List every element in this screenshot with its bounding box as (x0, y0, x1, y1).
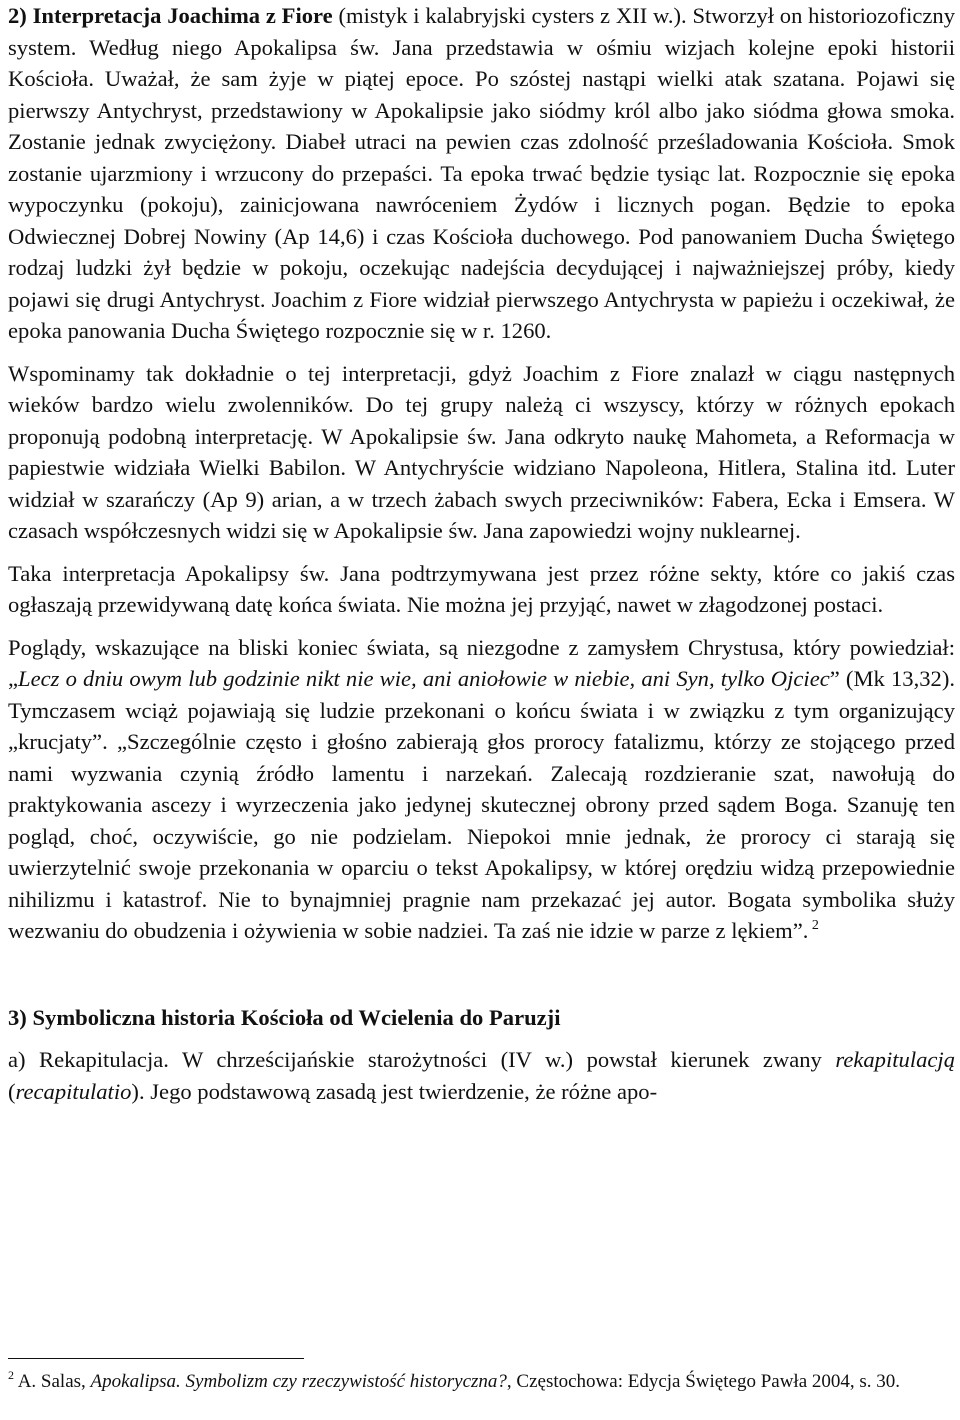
section-2-paragraph-1 (8, 0, 955, 347)
footnote-book-title: Apokalipsa. Symbolizm czy rzeczywistość historyczna? (90, 1371, 507, 1392)
paragraph-4-rest: ” (Mk 13,32). Tymczasem wciąż pojawiają się ludzie przekonani o końcu świata i w związku z tym organizujący „krucjaty”. „Szczególnie często i głośno zabierają głos prorocy fatalizmu, którzy ze stojącego przed nami wyzwania czynią źródło lamentu i narzekań. Zalecają rozdzieranie szat, nawołują do praktykowania ascezy i wyrzeczenia jako jedynej skutecznej obrony przed sądem Boga. Szanuję ten pogląd, choć, oczywiście, go nie podzielam. Niepokoi mnie jednak, że prorocy ci starają się uwierzytelnić swoje przekonania w oparciu o tekst Apokalipsy, w której orędziu widzą przepowiednie nihilizmu i katastrof. Nie to bynajmniej pragnie nam przekazać jej autor. Bogata symbolika służy wezwaniu do obudzenia i ożywienia w sobie nadziei. Ta zaś nie idzie w parze z lękiem”. (8, 666, 955, 943)
footnote-separator (8, 1358, 304, 1359)
section-2-paragraph-2: Wspominamy tak dokładnie o tej interpretacji, gdyż Joachim z Fiore znalazł w ciągu następnych wieków bardzo wielu zwolenników. Do tej grupy należą ci wszyscy, którzy w różnych epokach proponują podobną interpretację. W Apokalipsie św. Jana odkryto naukę Mahometa, a Reformacja w papiestwie widziała Wielki Babilon. W Antychryście widziano Napoleona, Hitlera, Stalina itd. Luter widział w szarańczy (Ap 9) arian, a w trzech żabach swych przeciwników: Fabera, Ecka i Emsera. W czasach współczesnych widzi się w Apokalipsie św. Jana zapowiedzi wojny nuklearnej. (8, 360, 955, 543)
section-2-paragraph-3: Taka interpretacja Apokalipsy św. Jana podtrzymywana jest przez różne sekty, które co jakiś czas ogłaszają przewidywaną datę końca świata. Nie można jej przyjąć, nawet w złagodzonej postaci. (8, 560, 955, 617)
footnote-publisher: , Częstochowa: Edycja Świętego Pawła 2004, s. 30. (506, 1371, 901, 1392)
section-2-heading: 2) Interpretacja Joachima z Fiore (8, 3, 333, 28)
document-page (8, 0, 955, 1107)
paragraph-4-start: Poglądy, wskazujące na bliski koniec świata, są niezgodne z zamysłem Chrystusa, który powiedział: „ (8, 634, 955, 691)
gospel-quote: Lecz o dniu owym lub godzinie nikt nie wie, ani aniołowie w niebie, ani Syn, tylko Ojciec (18, 666, 830, 691)
section-3-heading: 3) Symboliczna historia Kościoła od Wcielenia do Paruzji (8, 1004, 561, 1030)
term-recapitulatio: recapitulatio (15, 1078, 132, 1104)
term-rekapitulacja: rekapitulacją (835, 1047, 955, 1072)
section-3-paragraph-1: a) Rekapitulacja. W chrześcijańskie starożytności (IV w.) powstał kierunek zwany rekapitulacją (recapitulatio). Jego podstawową zasadą jest twierdzenie, że różne apo- (8, 1047, 955, 1104)
footnote-2 (8, 1368, 955, 1396)
footnote-number: 2 (8, 1368, 14, 1382)
footnote-reference[interactable]: 2 (811, 918, 819, 933)
footnote-author: A. Salas, (14, 1371, 91, 1392)
section-2-paragraph-4 (8, 632, 955, 947)
section-2-intro-text: (mistyk i kalabryjski cysters z XII w.). Stworzył on historiozoficzny system. Według niego Apokalipsa św. Jana przedstawia w ośmiu wizjach kolejne epoki historii Kościoła. Uważał, że sam żyje w piątej epoce. Po szóstej nastąpi wielki atak szatana. Pojawi się pierwszy Antychryst, przedstawiony w Apokalipsie jako siódmy król albo jako siódma głowa smoka. Zostanie jednak zwyciężony. Diabeł utraci na pewien czas zdolność prześladowania Kościoła. Smok zostanie ujarzmiony i wrzucony do przepaści. Ta epoka trwać będzie tysiąc lat. Rozpocznie się epoka wypoczynku (pokoju), zainicjowana nawróceniem Żydów i licznych pogan. Będzie to epoka Odwiecznej Dobrej Nowiny (Ap 14,6) i czas Kościoła duchowego. Pod panowaniem Ducha Świętego rodzaj ludzki żył będzie w pokoju, oczekując nadejścia decydującej i najważniejszej próby, kiedy pojawi się drugi Antychryst. Joachim z Fiore widział pierwszego Antychrysta w papieżu i oczekiwał, że epoka panowania Ducha Świętego rozpocznie się w r. 1260. (8, 3, 955, 343)
